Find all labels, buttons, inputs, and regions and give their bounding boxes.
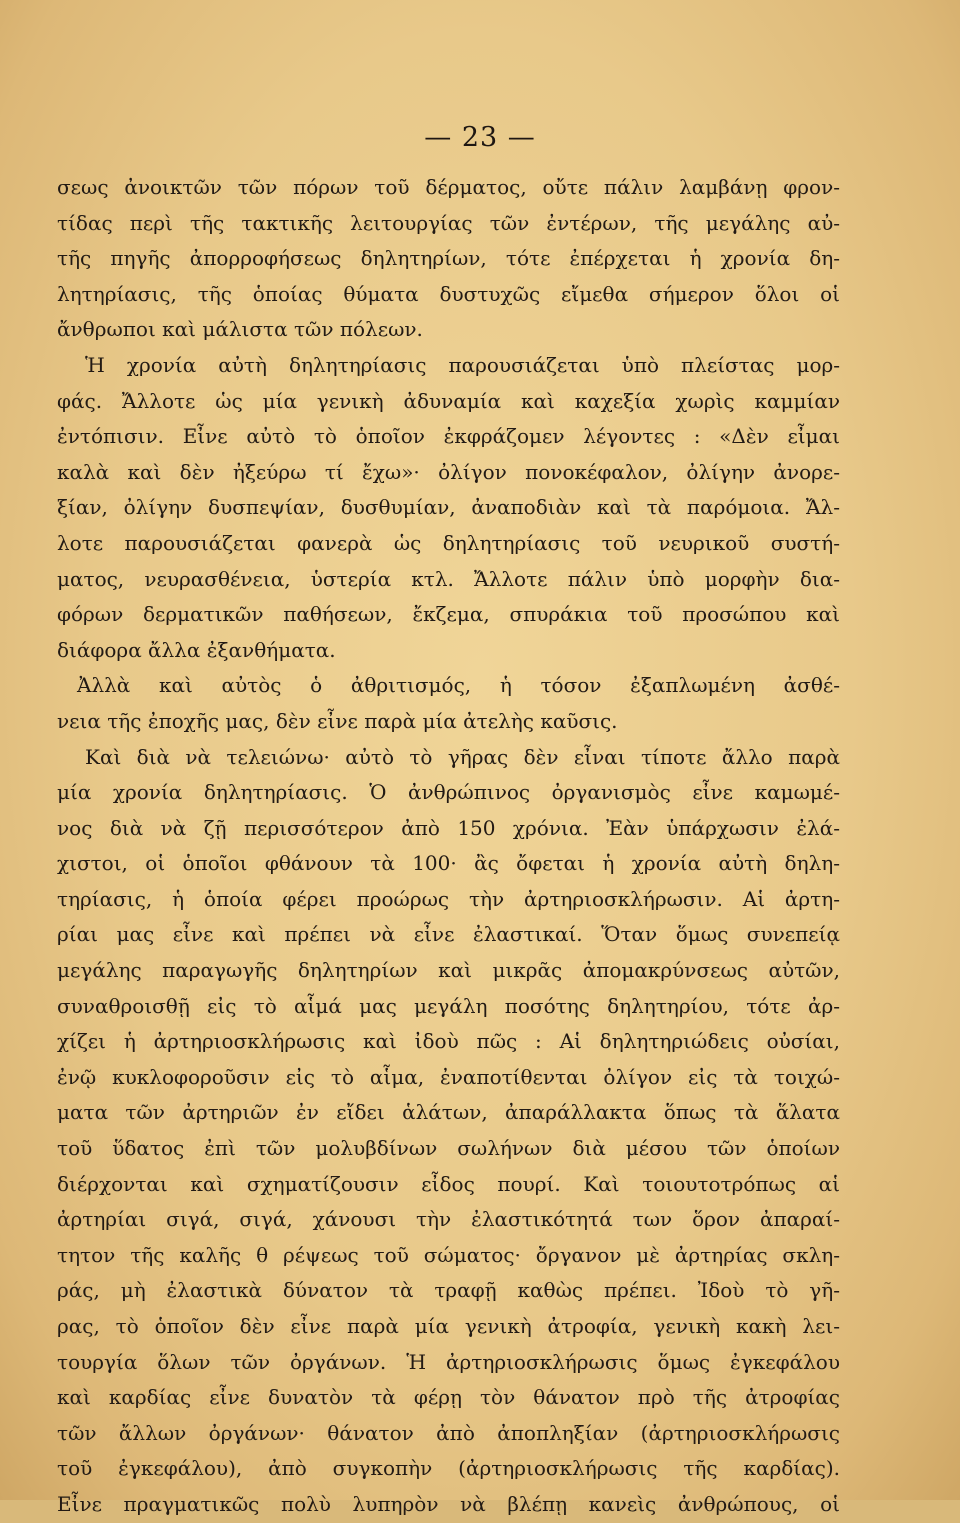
text-line: ρίαι μας εἶνε καὶ πρέπει νὰ εἶνε ἐλαστικαί. Ὅταν ὅμως συνεπείᾳ (57, 922, 840, 947)
text-line: Εἶνε πραγματικῶς πολὺ λυπηρὸν νὰ βλέπῃ κανεὶς ἀνθρώπους, οἱ (57, 1491, 840, 1516)
text-line: λητηρίασις, τῆς ὁποίας θύματα δυστυχῶς εἴμεθα σήμερον ὅλοι οἱ (57, 281, 840, 306)
text-line: τοῦ ἐγκεφάλου), ἀπὸ συγκοπὴν (ἀρτηριοσκλήρωσις τῆς καρδίας). (57, 1456, 840, 1481)
text-line: τοῦ ὕδατος ἐπὶ τῶν μολυβδίνων σωλήνων διὰ μέσου τῶν ὁποίων (57, 1136, 840, 1161)
text-line: τίδας περὶ τῆς τακτικῆς λειτουργίας τῶν ἐντέρων, τῆς μεγάλης αὐ- (57, 210, 840, 235)
text-line: Ἀλλὰ καὶ αὐτὸς ὁ ἀθριτισμός, ἡ τόσον ἐξαπλωμένη ἀσθέ- (77, 673, 840, 698)
text-line: τῆς πηγῆς ἀπορροφήσεως δηλητηρίων, τότε ἐπέρχεται ἡ χρονία δη- (57, 246, 840, 271)
text-line: Καὶ διὰ νὰ τελειώνω· αὐτὸ τὸ γῆρας δὲν εἶναι τίποτε ἄλλο παρὰ (85, 744, 840, 769)
text-line: τητον τῆς καλῆς θ ρέψεως τοῦ σώματος· ὄργανον μὲ ἀρτηρίας σκλη- (57, 1242, 840, 1267)
text-line: ματος, νευρασθένεια, ὑστερία κτλ. Ἄλλοτε πάλιν ὑπὸ μορφὴν δια- (57, 566, 840, 591)
text-line: ἐντόπισιν. Εἶνε αὐτὸ τὸ ὁποῖον ἐκφράζομεν λέγοντες : «Δὲν εἶμαι (57, 424, 840, 449)
text-line: Ἡ χρονία αὐτὴ δηλητηρίασις παρουσιάζεται ὑπὸ πλείστας μορ- (85, 352, 840, 377)
text-line: ἐνῷ κυκλοφοροῦσιν εἰς τὸ αἷμα, ἐναποτίθενται ὀλίγον εἰς τὰ τοιχώ- (57, 1064, 840, 1089)
text-line: ρας, τὸ ὁποῖον δὲν εἶνε παρὰ μία γενικὴ ἀτροφία, γενικὴ κακὴ λει- (57, 1314, 840, 1338)
text-line: μία χρονία δηλητηρίασις. Ὁ ἀνθρώπινος ὀργανισμὸς εἶνε καμωμέ- (57, 780, 840, 805)
text-line: καὶ καρδίας εἶνε δυνατὸν τὰ φέρῃ τὸν θάνατον πρὸ τῆς ἀτροφίας (57, 1385, 840, 1410)
page-number: — 23 — (424, 122, 536, 153)
text-line: καλὰ καὶ δὲν ἠξεύρω τί ἔχω»· ὀλίγον πονοκέφαλον, ὀλίγην ἀνορε- (57, 459, 840, 484)
text-line: φόρων δερματικῶν παθήσεων, ἔκζεμα, σπυράκια τοῦ προσώπου καὶ (57, 602, 840, 627)
text-line: συναθροισθῇ εἰς τὸ αἷμά μας μεγάλη ποσότης δηλητηρίου, τότε ἀρ- (57, 993, 840, 1018)
text-line: τουργία ὅλων τῶν ὀργάνων. Ἡ ἀρτηριοσκλήρωσις ὅμως ἐγκεφάλου (57, 1349, 840, 1374)
text-line: τῶν ἄλλων ὀργάνων· θάνατον ἀπὸ ἀποπληξίαν (ἀρτηριοσκλήρωσις (57, 1420, 840, 1445)
text-line: νος διὰ νὰ ζῇ περισσότερον ἀπὸ 150 χρόνια. Ἐὰν ὑπάρχωσιν ἐλά- (57, 815, 840, 840)
body-text (57, 170, 840, 1523)
text-line: τηρίασις, ἡ ὁποία φέρει προώρως τὴν ἀρτηριοσκλήρωσιν. Αἱ ἀρτη- (57, 886, 840, 911)
text-line: διέρχονται καὶ σχηματίζουσιν εἶδος πουρί. Καὶ τοιουτοτρόπως αἱ (57, 1171, 840, 1196)
text-line: φάς. Ἄλλοτε ὡς μία γενικὴ ἀδυναμία καὶ καχεξία χωρὶς καμμίαν (57, 388, 840, 413)
text-line: μεγάλης παραγωγῆς δηλητηρίων καὶ μικρᾶς ἀπομακρύνσεως αὐτῶν, (57, 958, 840, 983)
text-line: χιστοι, οἱ ὁποῖοι φθάνουν τὰ 100· ἂς ὄφεται ἡ χρονία αὐτὴ δηλη- (57, 851, 840, 876)
text-line: ἀρτηρίαι σιγά, σιγά, χάνουσι τὴν ἐλαστικότητά των ὅρον ἀπαραί- (57, 1207, 840, 1232)
text-line: νεια τῆς ἐποχῆς μας, δὲν εἶνε παρὰ μία ἀτελὴς καῦσις. (57, 708, 618, 733)
text-line: ξίαν, ὀλίγην δυσπεψίαν, δυσθυμίαν, ἀναποδιὰν καὶ τὰ παρόμοια. Ἄλ- (57, 495, 840, 520)
text-line: ράς, μὴ ἐλαστικὰ δύνατον τὰ τραφῇ καθὼς πρέπει. Ἰδοὺ τὸ γῆ- (57, 1278, 840, 1303)
text-line: ματα τῶν ἀρτηριῶν ἐν εἴδει ἁλάτων, ἀπαράλλακτα ὅπως τὰ ἅλατα (57, 1100, 840, 1125)
text-line: λοτε παρουσιάζεται φανερὰ ὡς δηλητηρίασις τοῦ νευρικοῦ συστή- (57, 530, 840, 555)
text-line: χίζει ἡ ἀρτηριοσκλήρωσις καὶ ἰδοὺ πῶς : Αἱ δηλητηριώδεις οὐσίαι, (57, 1029, 840, 1054)
text-line: διάφορα ἄλλα ἐξανθήματα. (57, 637, 336, 662)
text-line: ἄνθρωποι καὶ μάλιστα τῶν πόλεων. (57, 317, 423, 342)
text-line: σεως ἀνοικτῶν τῶν πόρων τοῦ δέρματος, οὔτε πάλιν λαμβάνῃ φρον- (57, 175, 840, 199)
